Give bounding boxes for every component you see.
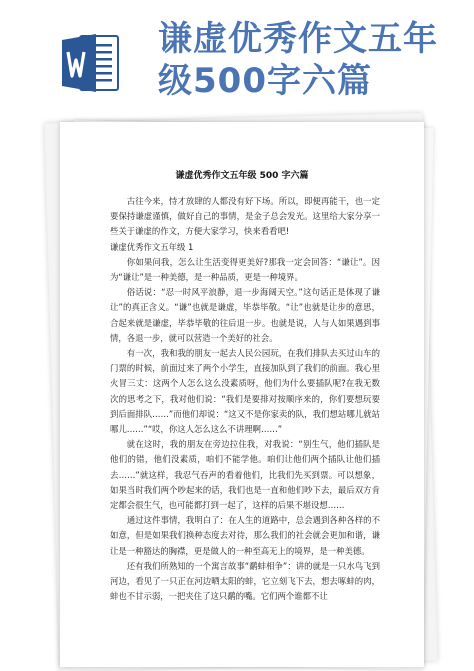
paragraph: 还有我们所熟知的一个寓言故事“鹬蚌相争”：讲的就是一只水鸟飞到河边，看见了一只正在河边晒太阳的蚌，它立刻飞下去，想去啄蚌的肉，蚌也不甘示弱，一把夹住了这只鹬的嘴。它们两个谁都不让 [110,560,380,602]
word-doc-icon [62,30,120,96]
paragraph: 有一次，我和我的朋友一起去人民公园玩，在我们排队去买过山车的门票的时候，前面过来了两个小学生，直接加队到了我们的前面。我心里火冒三丈：这两个人怎么这么没素质呀，他们为什么要插队呢?在我无数次的思考之下，我对他们说：“我们是要排对按顺序来的，你们要想玩要到后面排队……”而他们却说：“这又不是你家卖的队，我们想站哪儿就站哪儿……”“哎，你这人怎么这么不讲理啊……” [110,348,380,435]
header [0,0,474,120]
paragraph: 通过这件事情，我明白了：在人生的道路中，总会遇到各种各样的不如意，但是如果我们换种态度去对待，那么我们的社会就会更加和谐，谦让是一种豁达的胸襟，更是做人的一种至高无上的境界，是一种美德。 [110,515,380,556]
document-body [110,194,380,604]
section-heading: 谦虚优秀作文五年级 1 [110,241,194,252]
paragraph: 你如果问我，怎么让生活变得更美好?那我一定会回答：“谦让”。因为“谦让”是一种美德，是一种品质，更是一种境界。 [110,256,380,283]
document-heading: 谦虚优秀作文五年级 500 字六篇 [175,171,309,181]
page-title: 谦虚优秀作文五年级500字六篇 [158,19,438,101]
paragraph: 就在这时，我的朋友在旁边拉住我，对我说：“别生气，他们插队是他们的错，他们没素质，咱们不能学他。咱们让他们两个插队让他们插去……”就这样，我忍气吞声的看着他们，比我们先买到票。可以想象，如果当时我们两个吵起来的话，我们也是一直和他们吵下去，最后双方肯定都会很生气，也可能都打到一起了，这样的后果不堪设想…… [110,439,380,511]
paragraph: 俗话说：“忍一时风平浪静，退一步海阔天空。”这句话正是体现了谦让”的真正含义。“谦”也就是谦虚，毕恭毕敬。“让”也就是让步的意思，合起来就是谦虚，毕恭毕敬的往后退一步。也就是说，人与人如果遇到事情，各退一步，就可以营造一个美好的社会。 [110,287,380,343]
paragraph: 古往今来，恃才放肆的人都没有好下场。所以，即便再能干，也一定要保持谦虚谨慎，做好自己的事情，是金子总会发光。这里给大家分享一些关于谦虚的作文，方便大家学习，快来看看吧! [110,196,380,237]
document-page [60,122,424,667]
